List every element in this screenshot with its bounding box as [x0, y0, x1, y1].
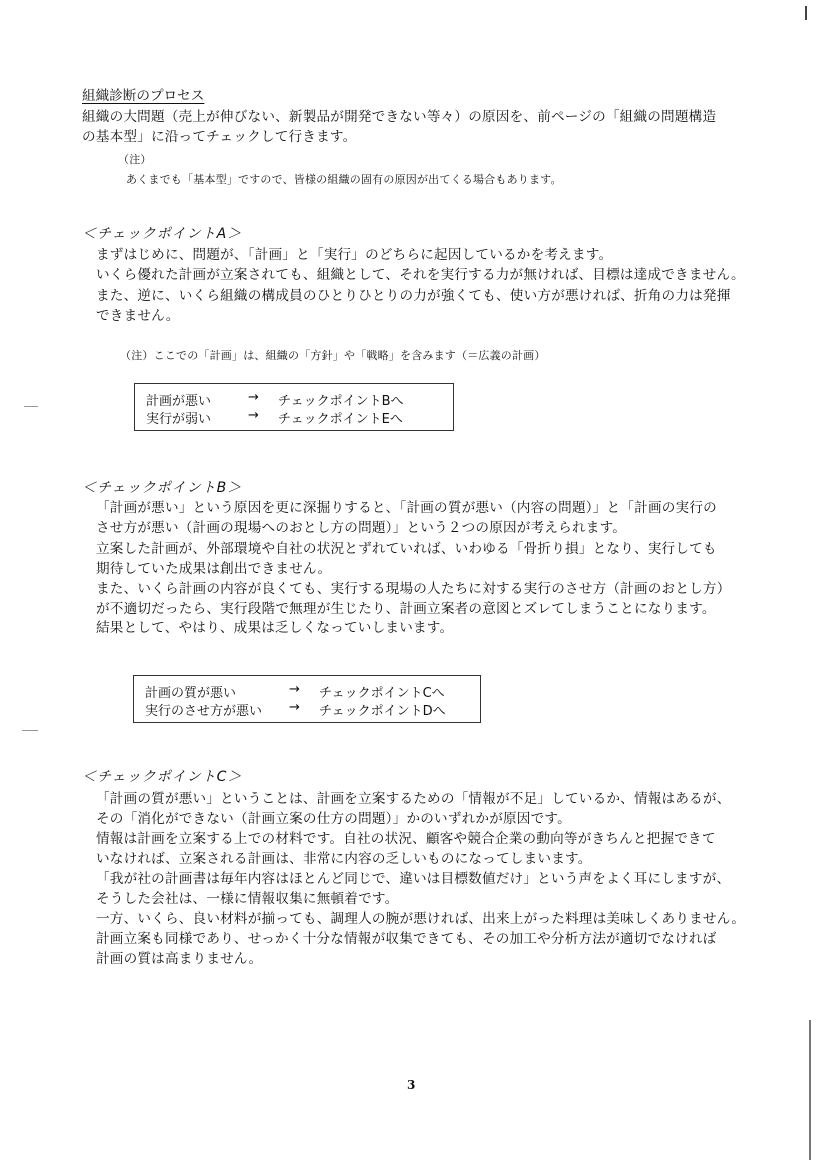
scan-mark — [24, 406, 38, 407]
section-b-heading: ＜チェックポイントB＞ — [82, 480, 243, 496]
section-b-line: 期待していた成果は創出できません。 — [96, 561, 332, 577]
section-c-line: 「計画の質が悪い」ということは、計画を立案するための「情報が不足」しているか、情報はあるが、 — [96, 791, 731, 807]
section-c-line: いなければ、立案される計画は、非常に内容の乏しいものになってしまいます。 — [96, 851, 592, 867]
scan-mark — [809, 1020, 811, 1160]
arrow-icon: → — [289, 700, 300, 715]
section-a-line: まずはじめに、問題が、「計画」と「実行」のどちらに起因しているかを考えます。 — [96, 247, 613, 263]
intro-line: の基本型」に沿ってチェックして行きます。 — [82, 129, 357, 145]
section-a-heading: ＜チェックポイントA＞ — [82, 226, 243, 242]
section-b-line: が不適切だったら、実行段階で無理が生じたり、計画立案者の意図とズレてしまうことになります。 — [96, 601, 716, 617]
section-c-line: そうした会社は、一様に情報収集に無頓着です。 — [96, 891, 399, 907]
box-condition: 実行のさせ方が悪い — [145, 704, 263, 719]
section-a-line: いくら優れた計画が立案されても、組織として、それを実行する力が無ければ、目標は達成できません。 — [96, 267, 745, 283]
page-number: 3 — [407, 1078, 416, 1092]
intro-line: 組織の大問題（売上が伸びない、新製品が開発できない等々）の原因を、前ページの「組織の問題構造 — [82, 109, 717, 125]
section-c-line: 計画立案も同様であり、せっかく十分な情報が収集できても、その加工や分析方法が適切でなければ — [96, 931, 717, 947]
arrow-icon: → — [248, 408, 259, 423]
intro-note: あくまでも「基本型」ですので、皆様の組織の固有の原因が出てくる場合もあります。 — [126, 173, 562, 186]
section-c-line: 情報は計画を立案する上での材料です。自社の状況、顧客や競合企業の動向等がきちんと把握できて — [96, 831, 716, 847]
arrow-icon: → — [248, 390, 259, 405]
section-c-line: 「我が社の計画書は毎年内容はほとんど同じで、違いは目標数値だけ」という声をよく耳にしますが、 — [96, 871, 731, 887]
section-b-decision-box — [133, 675, 481, 723]
box-target: チェックポイントEへ — [278, 412, 403, 427]
box-target: チェックポイントBへ — [278, 394, 404, 409]
section-c-line: 一方、いくら、良い材料が揃っても、調理人の腕が悪ければ、出来上がった料理は美味しくありません。 — [96, 911, 746, 927]
section-a-line: できません。 — [96, 308, 180, 324]
section-a-line: また、逆に、いくら組織の構成員のひとりひとりの力が強くても、使い方が悪ければ、折角の力は発揮 — [96, 288, 731, 304]
page-title: 組織診断のプロセス — [82, 88, 205, 104]
section-b-line: させ方が悪い（計画の現場へのおとし方の問題）」という２つの原因が考えられます。 — [96, 520, 627, 536]
scan-mark — [22, 730, 38, 731]
box-target: チェックポイントDへ — [319, 704, 446, 719]
section-b-line: また、いくら計画の内容が良くても、実行する現場の人たちに対する実行のさせ方（計画のおとし方） — [96, 581, 731, 597]
section-b-line: 「計画が悪い」という原因を更に深掘りすると、「計画の質が悪い（内容の問題）」と「計画の実行の — [96, 500, 717, 516]
scan-mark — [805, 6, 807, 20]
section-b-line: 結果として、やはり、成果は乏しくなっていしまいます。 — [96, 620, 454, 636]
section-a-decision-box — [134, 383, 454, 431]
arrow-icon: → — [289, 682, 300, 697]
box-condition: 計画の質が悪い — [145, 686, 237, 701]
section-c-line: 計画の質は高まりません。 — [96, 951, 263, 967]
section-a-note: （注）ここでの「計画」は、組織の「方針」や「戦略」を含みます（＝広義の計画） — [120, 349, 546, 362]
section-c-heading: ＜チェックポイントC＞ — [82, 769, 243, 785]
box-condition: 実行が弱い — [146, 412, 212, 427]
box-target: チェックポイントCへ — [319, 686, 445, 701]
box-condition: 計画が悪い — [146, 394, 212, 409]
section-c-line: その「消化ができない（計画立案の仕方の問題）」かのいずれかが原因です。 — [96, 811, 571, 827]
intro-note-label: （注） — [118, 153, 152, 166]
section-b-line: 立案した計画が、外部環境や自社の状況とずれていれば、いわゆる「骨折り損」となり、実行しても — [96, 541, 717, 557]
